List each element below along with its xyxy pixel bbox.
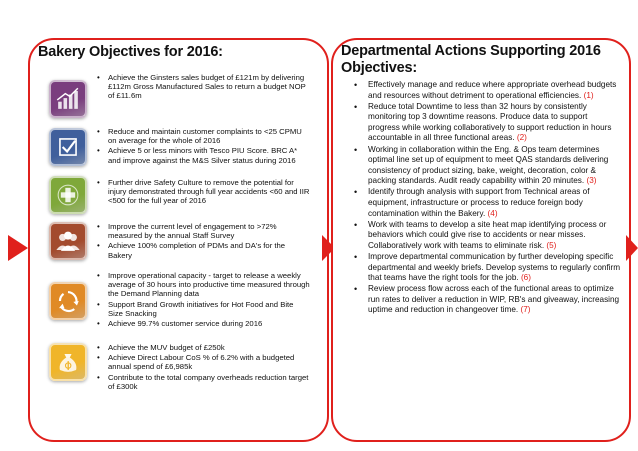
action-item: • Review process flow across each of the functional areas to optimize run rates to deliver a reduction in WIP, RB's and giveaway, increasing uptime and reduction in changeover time. (7) <box>351 284 621 316</box>
objective-group-safety <box>96 178 310 207</box>
objective-group-sales <box>96 73 310 102</box>
objective-bullet: • Achieve the MUV budget of £250k <box>96 343 310 352</box>
flow-arrow-left <box>8 235 28 261</box>
objective-bullet: • Achieve 99.7% customer service during 2016 <box>96 319 310 328</box>
objective-group-finance <box>96 343 310 392</box>
objective-bullet: • Achieve 5 or less minors with Tesco PIU Score. BRC A* and improve against the M&S Silver status during 2016 <box>96 146 310 164</box>
action-ref: (6) <box>520 273 531 283</box>
action-item: • Working in collaboration within the Eng. & Ops team determines optimal line set up of equipment to meet QAS standards delivering consistency of product sizing, bake, weight, decoration, color & packing standards. Audit ready capability within 20 minutes. (3) <box>351 145 621 187</box>
objective-group-quality <box>96 127 310 166</box>
safety-cross-icon <box>49 176 87 214</box>
flow-arrow-right <box>626 235 638 261</box>
action-ref: (2) <box>516 133 527 143</box>
objective-group-operations <box>96 271 310 329</box>
objective-bullet: • Achieve the Ginsters sales budget of £121m by delivering £112m Gross Manufactured Sales to return a budget NOP of £11.6m <box>96 73 310 101</box>
action-ref: (1) <box>583 90 594 100</box>
action-item: • Identify through analysis with support from Technical areas of equipment, infrastructure or process to reduce foreign body contamination within the Bakery. (4) <box>351 187 621 219</box>
action-item: • Work with teams to develop a site heat map identifying process or behaviors which could give rise to accidents or near misses. Collaboratively work with teams to eliminate risk. (5) <box>351 220 621 252</box>
objective-bullet: • Contribute to the total company overheads reduction target of £300k <box>96 373 310 391</box>
action-item: • Effectively manage and reduce where appropriate overhead budgets and resources without detriment to operational efficiencies. (1) <box>351 80 621 101</box>
objective-bullet: • Reduce and maintain customer complaints to <25 CPMU on average for the whole of 2016 <box>96 127 310 145</box>
objective-bullet: • Further drive Safety Culture to remove the potential for injury demonstrated through full year accidents <60 and IIR <500 for the full year of 2016 <box>96 178 310 206</box>
cycle-arrows-icon <box>49 282 87 320</box>
objective-bullet: • Achieve 100% completion of PDMs and DA's for the Bakery <box>96 241 310 259</box>
action-ref: (7) <box>520 305 531 315</box>
action-ref: (4) <box>487 208 498 218</box>
objective-bullet: • Support Brand Growth initiatives for Hot Food and Bite Size Snacking <box>96 300 310 318</box>
departmental-actions-list <box>351 80 621 317</box>
departmental-actions-title: Departmental Actions Supporting 2016 Objectives: <box>341 43 601 76</box>
action-ref: (5) <box>546 240 557 250</box>
growth-chart-icon <box>49 80 87 118</box>
objective-bullet: • Improve operational capacity - target to release a weekly average of 30 hours into productive time measured through the Demand Planning data <box>96 271 310 299</box>
objective-bullet: • Achieve Direct Labour CoS % of 6.2% with a budgeted annual spend of £6,985k <box>96 353 310 371</box>
bakery-objectives-title: Bakery Objectives for 2016: <box>38 44 223 60</box>
action-ref: (3) <box>586 176 597 186</box>
action-item: • Reduce total Downtime to less than 32 hours by consistently monitoring top 3 downtime reasons. Produce data to support progress while working collaboratively to support reduction in hours accountable in all three functional areas. (2) <box>351 102 621 144</box>
objective-bullet: • Improve the current level of engagement to >72% measured by the annual Staff Survey <box>96 222 310 240</box>
people-icon <box>49 222 87 260</box>
objective-group-engagement <box>96 222 310 261</box>
action-item: • Improve departmental communication by further developing specific departmental and weekly briefs. Develop systems to regularly confirm that teams have the right tools for the job. (6) <box>351 252 621 284</box>
money-bag-icon <box>49 343 87 381</box>
checkbox-icon <box>49 128 87 166</box>
